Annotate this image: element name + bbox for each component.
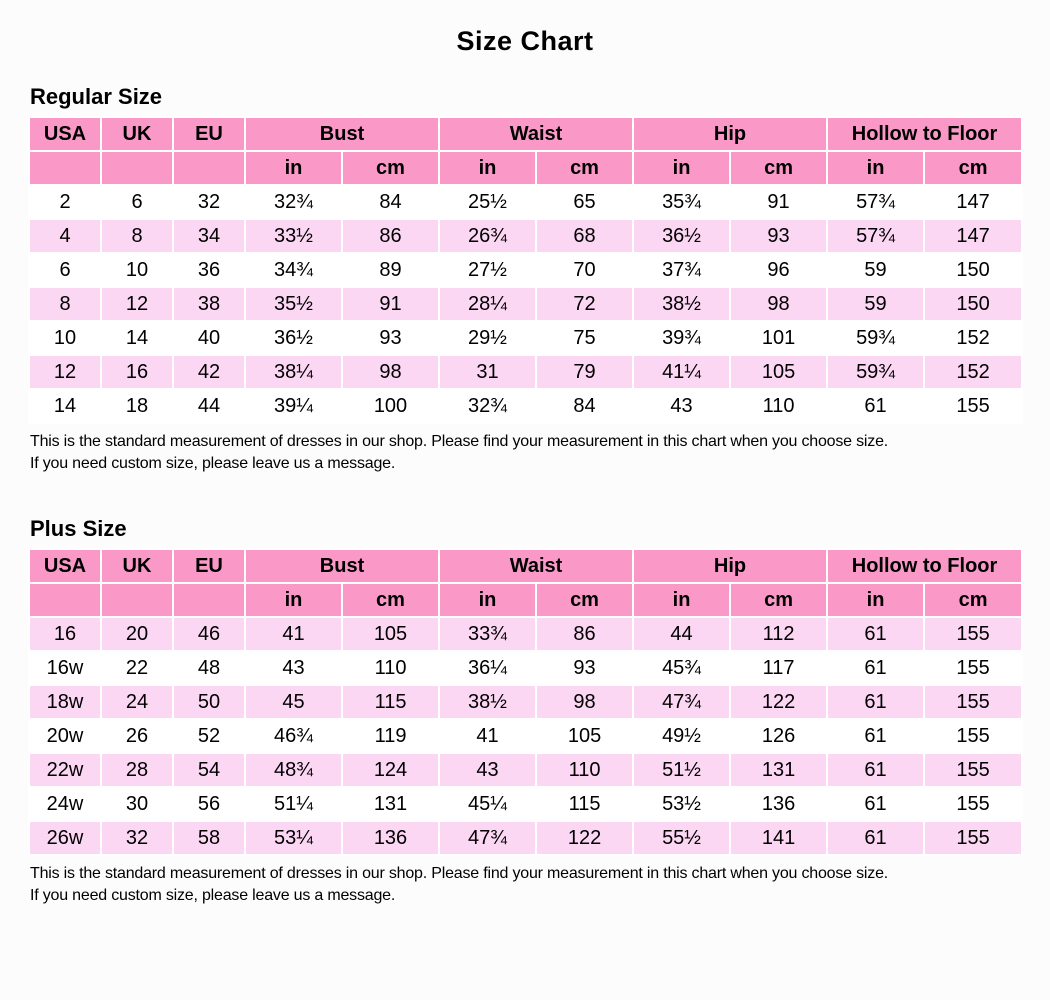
data-cell: 57¾ <box>827 219 924 253</box>
page-title: Size Chart <box>456 26 594 56</box>
data-cell: 44 <box>173 389 245 423</box>
empty-header-cell <box>173 583 245 617</box>
data-cell: 72 <box>536 287 633 321</box>
data-cell: 24 <box>101 685 173 719</box>
data-cell: 131 <box>342 787 439 821</box>
data-cell: 49½ <box>633 719 730 753</box>
data-cell: 55½ <box>633 821 730 855</box>
data-cell: 42 <box>173 355 245 389</box>
unit-header-cell: cm <box>924 151 1022 185</box>
data-cell: 20w <box>29 719 101 753</box>
data-cell: 52 <box>173 719 245 753</box>
data-cell: 34¾ <box>245 253 342 287</box>
data-cell: 61 <box>827 821 924 855</box>
data-cell: 136 <box>342 821 439 855</box>
data-cell: 59¾ <box>827 355 924 389</box>
data-cell: 126 <box>730 719 827 753</box>
column-header-usa: USA <box>29 549 101 583</box>
data-cell: 6 <box>29 253 101 287</box>
data-cell: 39¾ <box>633 321 730 355</box>
data-cell: 10 <box>29 321 101 355</box>
data-cell: 75 <box>536 321 633 355</box>
data-cell: 8 <box>29 287 101 321</box>
data-cell: 45¼ <box>439 787 536 821</box>
data-cell: 105 <box>342 617 439 651</box>
size-row <box>29 651 1022 685</box>
size-row <box>29 787 1022 821</box>
data-cell: 96 <box>730 253 827 287</box>
data-cell: 22 <box>101 651 173 685</box>
data-cell: 20 <box>101 617 173 651</box>
column-header-hip: Hip <box>633 549 827 583</box>
data-cell: 147 <box>924 185 1022 219</box>
size-row <box>29 389 1022 423</box>
data-cell: 86 <box>536 617 633 651</box>
data-cell: 22w <box>29 753 101 787</box>
data-cell: 29½ <box>439 321 536 355</box>
data-cell: 155 <box>924 389 1022 423</box>
data-cell: 48 <box>173 651 245 685</box>
column-header-uk: UK <box>101 549 173 583</box>
data-cell: 12 <box>29 355 101 389</box>
empty-header-cell <box>101 151 173 185</box>
data-cell: 35¾ <box>633 185 730 219</box>
data-cell: 32 <box>101 821 173 855</box>
data-cell: 16 <box>101 355 173 389</box>
data-cell: 47¾ <box>633 685 730 719</box>
data-cell: 30 <box>101 787 173 821</box>
data-cell: 91 <box>342 287 439 321</box>
data-cell: 122 <box>730 685 827 719</box>
data-cell: 58 <box>173 821 245 855</box>
data-cell: 105 <box>536 719 633 753</box>
data-cell: 147 <box>924 219 1022 253</box>
column-header-hollow-to-floor: Hollow to Floor <box>827 549 1022 583</box>
data-cell: 155 <box>924 685 1022 719</box>
unit-header-cell: in <box>827 583 924 617</box>
data-cell: 61 <box>827 787 924 821</box>
data-cell: 2 <box>29 185 101 219</box>
data-cell: 36¼ <box>439 651 536 685</box>
regular-size-table <box>28 116 1023 424</box>
column-header-usa: USA <box>29 117 101 151</box>
data-cell: 47¾ <box>439 821 536 855</box>
data-cell: 68 <box>536 219 633 253</box>
data-cell: 8 <box>101 219 173 253</box>
data-cell: 124 <box>342 753 439 787</box>
data-cell: 41 <box>245 617 342 651</box>
data-cell: 41¼ <box>633 355 730 389</box>
data-cell: 34 <box>173 219 245 253</box>
data-cell: 79 <box>536 355 633 389</box>
data-cell: 110 <box>730 389 827 423</box>
note-line: If you need custom size, please leave us a message. <box>30 455 396 472</box>
data-cell: 61 <box>827 719 924 753</box>
data-cell: 26¾ <box>439 219 536 253</box>
column-header-waist: Waist <box>439 549 633 583</box>
column-header-waist: Waist <box>439 117 633 151</box>
data-cell: 36 <box>173 253 245 287</box>
data-cell: 61 <box>827 651 924 685</box>
data-cell: 43 <box>245 651 342 685</box>
data-cell: 155 <box>924 719 1022 753</box>
plus-size-table-header <box>29 549 1022 617</box>
column-header-eu: EU <box>173 117 245 151</box>
data-cell: 48¾ <box>245 753 342 787</box>
section-heading-regular-size: Regular Size <box>30 84 163 109</box>
data-cell: 10 <box>101 253 173 287</box>
data-cell: 61 <box>827 617 924 651</box>
data-cell: 136 <box>730 787 827 821</box>
data-cell: 36½ <box>245 321 342 355</box>
data-cell: 31 <box>439 355 536 389</box>
data-cell: 28 <box>101 753 173 787</box>
unit-header-cell: cm <box>924 583 1022 617</box>
column-header-bust: Bust <box>245 549 439 583</box>
note-line: If you need custom size, please leave us a message. <box>30 887 396 904</box>
data-cell: 37¾ <box>633 253 730 287</box>
note-line: This is the standard measurement of dresses in our shop. Please find your measurement in this chart when you choose size. <box>30 865 889 882</box>
data-cell: 53½ <box>633 787 730 821</box>
data-cell: 93 <box>342 321 439 355</box>
data-cell: 89 <box>342 253 439 287</box>
data-cell: 16w <box>29 651 101 685</box>
data-cell: 155 <box>924 617 1022 651</box>
spacer <box>28 475 1022 489</box>
data-cell: 117 <box>730 651 827 685</box>
data-cell: 38½ <box>633 287 730 321</box>
data-cell: 70 <box>536 253 633 287</box>
data-cell: 98 <box>730 287 827 321</box>
data-cell: 33½ <box>245 219 342 253</box>
data-cell: 51¼ <box>245 787 342 821</box>
regular-size-table-header <box>29 117 1022 185</box>
unit-header-cell: cm <box>536 151 633 185</box>
data-cell: 12 <box>101 287 173 321</box>
unit-header-cell: cm <box>342 583 439 617</box>
data-cell: 35½ <box>245 287 342 321</box>
data-cell: 32 <box>173 185 245 219</box>
data-cell: 6 <box>101 185 173 219</box>
unit-header-cell: cm <box>730 583 827 617</box>
regular-size-table-body <box>29 185 1022 423</box>
data-cell: 93 <box>536 651 633 685</box>
data-cell: 61 <box>827 685 924 719</box>
data-cell: 91 <box>730 185 827 219</box>
data-cell: 46 <box>173 617 245 651</box>
data-cell: 84 <box>536 389 633 423</box>
unit-header-cell: in <box>245 583 342 617</box>
size-row <box>29 685 1022 719</box>
data-cell: 61 <box>827 389 924 423</box>
data-cell: 84 <box>342 185 439 219</box>
column-header-hip: Hip <box>633 117 827 151</box>
data-cell: 38¼ <box>245 355 342 389</box>
size-row <box>29 821 1022 855</box>
unit-header-cell: in <box>245 151 342 185</box>
data-cell: 155 <box>924 787 1022 821</box>
unit-header-cell: in <box>439 151 536 185</box>
data-cell: 32¾ <box>245 185 342 219</box>
data-cell: 155 <box>924 651 1022 685</box>
data-cell: 57¾ <box>827 185 924 219</box>
empty-header-cell <box>29 151 101 185</box>
data-cell: 150 <box>924 287 1022 321</box>
data-cell: 18w <box>29 685 101 719</box>
empty-header-cell <box>101 583 173 617</box>
data-cell: 98 <box>342 355 439 389</box>
data-cell: 45 <box>245 685 342 719</box>
data-cell: 39¼ <box>245 389 342 423</box>
data-cell: 119 <box>342 719 439 753</box>
data-cell: 32¾ <box>439 389 536 423</box>
data-cell: 101 <box>730 321 827 355</box>
size-row <box>29 617 1022 651</box>
column-header-bust: Bust <box>245 117 439 151</box>
data-cell: 26 <box>101 719 173 753</box>
empty-header-cell <box>29 583 101 617</box>
unit-header-cell: cm <box>730 151 827 185</box>
size-row <box>29 719 1022 753</box>
data-cell: 44 <box>633 617 730 651</box>
data-cell: 112 <box>730 617 827 651</box>
data-cell: 110 <box>536 753 633 787</box>
data-cell: 53¼ <box>245 821 342 855</box>
section-heading-plus-size: Plus Size <box>30 516 127 541</box>
data-cell: 46¾ <box>245 719 342 753</box>
data-cell: 54 <box>173 753 245 787</box>
size-row <box>29 321 1022 355</box>
data-cell: 18 <box>101 389 173 423</box>
unit-header-cell: in <box>439 583 536 617</box>
size-row <box>29 287 1022 321</box>
column-header-uk: UK <box>101 117 173 151</box>
size-row <box>29 185 1022 219</box>
data-cell: 65 <box>536 185 633 219</box>
size-row <box>29 355 1022 389</box>
data-cell: 100 <box>342 389 439 423</box>
unit-header-cell: in <box>633 151 730 185</box>
data-cell: 59¾ <box>827 321 924 355</box>
data-cell: 40 <box>173 321 245 355</box>
data-cell: 56 <box>173 787 245 821</box>
data-cell: 28¼ <box>439 287 536 321</box>
data-cell: 51½ <box>633 753 730 787</box>
data-cell: 27½ <box>439 253 536 287</box>
unit-header-cell: cm <box>342 151 439 185</box>
data-cell: 38½ <box>439 685 536 719</box>
data-cell: 93 <box>730 219 827 253</box>
size-row <box>29 753 1022 787</box>
data-cell: 41 <box>439 719 536 753</box>
note-plus <box>30 863 1022 907</box>
data-cell: 36½ <box>633 219 730 253</box>
data-cell: 122 <box>536 821 633 855</box>
unit-header-cell: cm <box>536 583 633 617</box>
data-cell: 59 <box>827 287 924 321</box>
data-cell: 45¾ <box>633 651 730 685</box>
data-cell: 43 <box>439 753 536 787</box>
note-regular <box>30 431 1022 475</box>
plus-size-table-body <box>29 617 1022 855</box>
data-cell: 26w <box>29 821 101 855</box>
data-cell: 105 <box>730 355 827 389</box>
data-cell: 25½ <box>439 185 536 219</box>
data-cell: 43 <box>633 389 730 423</box>
data-cell: 98 <box>536 685 633 719</box>
data-cell: 14 <box>101 321 173 355</box>
data-cell: 59 <box>827 253 924 287</box>
data-cell: 141 <box>730 821 827 855</box>
data-cell: 86 <box>342 219 439 253</box>
data-cell: 115 <box>536 787 633 821</box>
data-cell: 38 <box>173 287 245 321</box>
empty-header-cell <box>173 151 245 185</box>
data-cell: 4 <box>29 219 101 253</box>
data-cell: 152 <box>924 355 1022 389</box>
data-cell: 110 <box>342 651 439 685</box>
data-cell: 50 <box>173 685 245 719</box>
size-row <box>29 253 1022 287</box>
unit-header-cell: in <box>633 583 730 617</box>
size-row <box>29 219 1022 253</box>
note-line: This is the standard measurement of dresses in our shop. Please find your measurement in this chart when you choose size. <box>30 433 889 450</box>
column-header-eu: EU <box>173 549 245 583</box>
unit-header-cell: in <box>827 151 924 185</box>
data-cell: 155 <box>924 753 1022 787</box>
data-cell: 33¾ <box>439 617 536 651</box>
data-cell: 24w <box>29 787 101 821</box>
data-cell: 61 <box>827 753 924 787</box>
data-cell: 152 <box>924 321 1022 355</box>
plus-size-table <box>28 548 1023 856</box>
data-cell: 155 <box>924 821 1022 855</box>
column-header-hollow-to-floor: Hollow to Floor <box>827 117 1022 151</box>
data-cell: 115 <box>342 685 439 719</box>
data-cell: 131 <box>730 753 827 787</box>
data-cell: 150 <box>924 253 1022 287</box>
data-cell: 14 <box>29 389 101 423</box>
data-cell: 16 <box>29 617 101 651</box>
